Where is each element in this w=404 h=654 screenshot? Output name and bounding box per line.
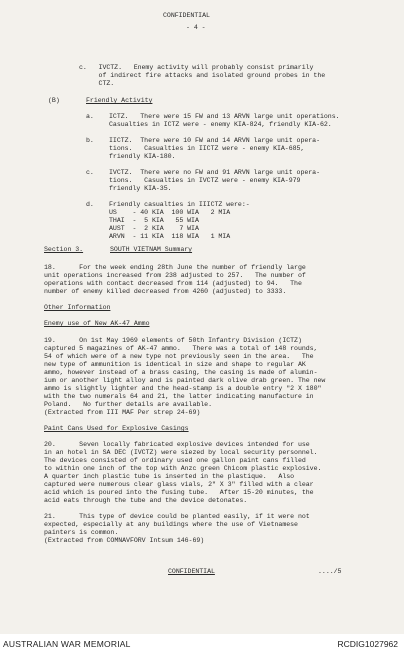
archive-name: AUSTRALIAN WAR MEMORIAL xyxy=(3,639,131,649)
text-line: Friendly casualties in IIICTZ were:- xyxy=(109,201,250,208)
text-line: Casualties in ICTZ were - enemy KIA-824, friendly KIA-62. xyxy=(109,121,332,128)
text-line: The devices consisted of ordinary used one gallon paint cans filled xyxy=(44,457,306,464)
text-line: captured were numerous clear glass vials, 2" X 3" filled with a clear xyxy=(44,481,314,488)
text-line: captured 5 magazines of AK-47 ammo. There was a total of 148 rounds, xyxy=(44,345,318,352)
text-line: (Extracted from III MAF Per strep 24-69) xyxy=(44,409,201,416)
text-line: ammo, however instead of a brass casing, the casing is made of alumin- xyxy=(44,369,318,376)
text-line: with the two numerals 64 and 21, the latter indicating manufacture in xyxy=(44,393,314,400)
friendly-activity-heading: Friendly Activity xyxy=(86,97,153,104)
text-line: 54 of which were of a new type not previously seen in the area. The xyxy=(44,353,314,360)
text-line: tions. Casualties in IICTZ were - enemy KIA-685, xyxy=(109,145,305,152)
item-label: c. xyxy=(86,169,94,176)
section-3-label: Section 3. xyxy=(44,246,84,253)
item-label: b. xyxy=(86,137,94,144)
casualty-row: US - 40 KIA 100 WIA 2 MIA xyxy=(109,209,231,216)
text-line: Poland. No further details are available. xyxy=(44,401,212,408)
text-line: expected, especially at any buildings where the use of Vietnamese xyxy=(44,521,298,528)
paint-cans-heading: Paint Cans Used for Explosive Casings xyxy=(44,425,189,432)
text-line: CTZ. xyxy=(79,80,115,87)
text-line: c. IVCTZ. Enemy activity will probably consist primarily xyxy=(79,64,314,71)
text-line: friendly KIA-180. xyxy=(109,153,176,160)
page-number: - 4 - xyxy=(186,24,206,31)
text-line: IICTZ. There were 10 FW and 14 ARVN large unit opera- xyxy=(109,137,320,144)
text-line: friendly KIA-35. xyxy=(109,185,172,192)
text-line: painters is common. xyxy=(44,529,119,536)
header-classification: CONFIDENTIAL xyxy=(163,12,210,19)
text-line: of indirect fire attacks and isolated ground probes in the xyxy=(79,72,326,79)
section-number: (B) xyxy=(48,97,60,104)
text-line: ium or another light alloy and is painted dark olive drab green. The new xyxy=(44,377,326,384)
text-line: ICTZ. There were 15 FW and 13 ARVN large unit operations. xyxy=(109,113,340,120)
text-line: 21. This type of device could be planted easily, if it were not xyxy=(44,513,310,520)
text-line: acid eats through the tube and the device detonates. xyxy=(44,497,248,504)
text-line: (Extracted from COMNAVFORV Intsum 146-69) xyxy=(44,537,205,544)
casualty-row: THAI - 5 KIA 55 WIA xyxy=(109,217,199,224)
casualty-row: AUST - 2 KIA 7 WIA xyxy=(109,225,199,232)
text-line: ammo is slightly lighter and the head-stamp is a double entry "2 X 180" xyxy=(44,385,322,392)
text-line: 20. Seven locally fabricated explosive devices intended for use xyxy=(44,441,310,448)
text-line: A quarter inch plastic tube is inserted in the plastique. Also xyxy=(44,473,295,480)
text-line: IVCTZ. There were no FW and 91 ARVN large unit opera- xyxy=(109,169,320,176)
archive-reference: RCDIG1027962 xyxy=(337,639,398,649)
text-line: 19. On 1st May 1969 elements of 50th Infantry Division (ICTZ) xyxy=(44,337,302,344)
item-label: d. xyxy=(86,201,94,208)
other-information-heading: Other Information xyxy=(44,304,111,311)
text-line: tions. Casualties in IVCTZ were - enemy KIA-979 xyxy=(109,177,301,184)
continuation-marker: ..../5 xyxy=(318,568,342,575)
text-line: to within one inch of the top with Anzc green Chicom plastic explosive. xyxy=(44,465,322,472)
text-line: number of enemy killed decreased from 4260 (adjusted) to 3333. xyxy=(44,288,287,295)
text-line: in an hotel in SA DEC (IVCTZ) were siezed by local security personnel. xyxy=(44,449,318,456)
section-3-title: SOUTH VIETNAM Summary xyxy=(110,246,193,253)
text-line: 18. For the week ending 28th June the number of friendly large xyxy=(44,264,306,271)
text-line: operations with contact decreased from 114 (adjusted) to 94. The xyxy=(44,280,302,287)
text-line: unit operations increased from 238 adjusted to 257. The number of xyxy=(44,272,306,279)
casualty-row: ARVN - 11 KIA 118 WIA 1 MIA xyxy=(109,233,231,240)
text-line: new type of ammunition is identical in size and shape to regular AK xyxy=(44,361,306,368)
archive-footer xyxy=(0,634,404,654)
text-line: acid which is poured into the fusing tube. After 15-20 minutes, the xyxy=(44,489,314,496)
footer-classification: CONFIDENTIAL xyxy=(168,568,215,575)
ammo-heading: Enemy use of New AK-47 Ammo xyxy=(44,320,150,327)
item-label: a. xyxy=(86,113,94,120)
